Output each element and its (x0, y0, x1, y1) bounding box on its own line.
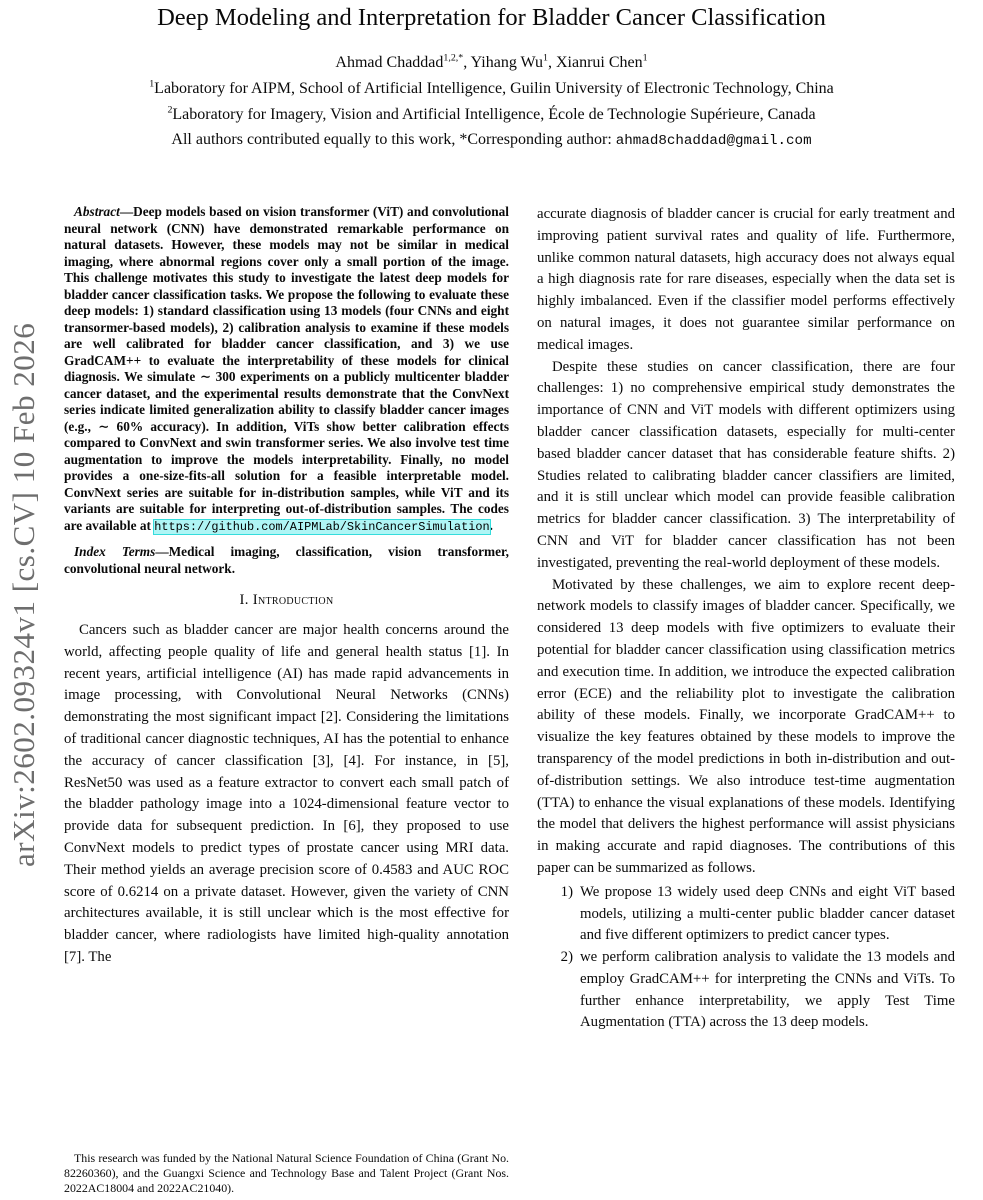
index-terms-paragraph (64, 544, 509, 577)
contribution-item-2 (551, 947, 955, 1034)
author-3 (556, 54, 648, 71)
author-line (0, 50, 983, 76)
arxiv-watermark: arXiv:2602.09324v1 [cs.CV] 10 Feb 2026 (6, 322, 41, 868)
contribution-note-text: All authors contributed equally to this work, *Corresponding author: (171, 131, 616, 148)
author-superscript: 1 (543, 52, 548, 64)
author-2 (471, 54, 556, 71)
author-name: Ahmad Chaddad (335, 54, 444, 71)
intro-paragraph-1-continued: accurate diagnosis of bladder cancer is crucial for early treatment and improving patient survival rates and quality of life. Furthermore, unlike common natural datasets, high accuracy does not always equal a high diagnosis rate for rare diseases, especially when the data set is highly imbalanced. Even if the classifier model performs effectively on natural images, it does not guarantee similar performance on medical images. (537, 206, 955, 353)
abstract-text-end: . (489, 517, 493, 533)
affiliation-text: Laboratory for AIPM, School of Artificial Intelligence, Guilin University of Electronic Technology, China (154, 80, 834, 97)
author-superscript: 1,2,* (443, 52, 464, 64)
affiliation-superscript: 1 (149, 78, 155, 90)
index-terms-label: Index Terms (74, 544, 156, 559)
funding-footnote: This research was funded by the National Natural Science Foundation of China (Grant No. 82260360), and the Guangxi Science and Technology Base and Talent Project (Grant Nos. 2022AC18004 and 2022AC21040). (64, 1151, 509, 1195)
list-item-marker: 2) (560, 949, 573, 966)
list-item-marker: 1) (560, 883, 573, 900)
abstract-label: Abstract (74, 204, 120, 219)
abstract-text: —Deep models based on vision transformer (ViT) and convolutional neural network (CNN) have demonstrated remarkable performance on natural datasets. However, these models may not be similar in medical imaging, where abnormal regions cover only a small portion of the image. This challenge motivates this study to investigate the latest deep models for bladder cancer classification tasks. We propose the following to evaluate these deep models: 1) standard classification using 13 models (four CNNs and eight transormer-based models), 2) calibration analysis to examine if these models are well calibrated for bladder cancer classification, and 3) we use GradCAM++ to evaluate the interpretability of these models for clinical diagnosis. We simulate ∼ 300 experiments on a publicly multicenter bladder cancer dataset, and the experimental results demonstrate that the ConvNext series indicate limited generalization ability to classify bladder cancer images (e.g., ∼ 60% accuracy). In addition, ViTs show better calibration effects compared to ConvNext and swin transformer series. We also involve test time augmentation to improve the models interpretability. Finally, no model provides a one-size-fits-all solution for a feasible interpretable model. ConvNext series are suitable for in-distribution samples, while ViT and its variants are suitable for interpreting out-of-distribution samples. The codes are available at (64, 204, 509, 533)
index-terms-text: —Medical imaging, classification, vision transformer, convolutional neural network. (64, 544, 509, 576)
author-separator: , (463, 54, 471, 71)
paper-title: Deep Modeling and Interpretation for Bladder Cancer Classification (157, 4, 826, 31)
contribution-note (0, 127, 983, 155)
paper-header (0, 2, 983, 155)
intro-paragraph-2: Despite these studies on cancer classification, there are four challenges: 1) no comprehensive empirical study demonstrates the importance of CNN and ViT models with different optimizers using bladder cancer classification datasets, especially for multi-center based bladder cancer dataset that has considerable feature shifts. 2) Studies related to calibrating bladder cancer classifiers are limited, and it is still unclear which model can provide feasible calibration metrics for bladder cancer classification. 3) The interpretability of CNN and ViT for bladder cancer classification has not been investigated, preventing the real-world deployment of these models. (537, 358, 955, 571)
code-repository-link[interactable]: https://github.com/AIPMLab/SkinCancerSimulation (154, 519, 490, 534)
right-column (537, 204, 955, 1034)
affiliation-superscript: 2 (167, 104, 173, 116)
corresponding-email: ahmad8chaddad@gmail.com (615, 133, 812, 149)
intro-paragraph-3: Motivated by these challenges, we aim to explore recent deep-network models to classify images of bladder cancer. Specifically, we considered 13 deep models with five optimizers to evaluate their potential for bladder cancer classification using classification metrics and execution time. In addition, we introduce the expected calibration error (ECE) and the reliability plot to investigate the calibration ability of these models. Finally, we incorporate GradCAM++ to visualize the key features obtained by these models to improve the transparency of the model predictions in both in-distribution and out-of-distribution settings. We also introduce test-time augmentation (TTA) to enhance the visual explanations of these models. Identifying the model that delivers the highest performance will assist physicians in making accurate and rapid diagnoses. The contributions of this paper can be summarized as follows. (537, 576, 955, 876)
author-1 (335, 54, 470, 71)
affiliation-text: Laboratory for Imagery, Vision and Artificial Intelligence, École de Technologie Supérieure, Canada (172, 105, 816, 123)
intro-paragraph-1: Cancers such as bladder cancer are major health concerns around the world, affecting people quality of life and general health status [1]. In recent years, artificial intelligence (AI) has made rapid advancements in image processing, with Convolutional Neural Networks (CNNs) demonstrating the most significant impact [2]. Considering the limitations of traditional cancer diagnostic techniques, AI has the potential to enhance the accuracy of cancer classification [3], [4]. For instance, in [5], ResNet50 was used as a feature extractor to convert each small patch of the bladder pathology image into a 1024-dimensional feature vector to provide data for subsequent prediction. In [6], they proposed to use ConvNext models to predict types of prostate cancer using MRI data. Their method yields an average precision score of 0.4583 and AUC ROC score of 0.6214 on a private dataset. However, given the variety of CNN architectures available, it is still unclear which is the most effective for bladder cancer, where radiologists have limited high-quality annotation [7]. The (64, 622, 509, 965)
affiliation-2 (0, 102, 983, 128)
author-name: Yihang Wu (470, 54, 544, 71)
author-name: Xianrui Chen (555, 54, 643, 71)
list-item-text: we perform calibration analysis to validate the 13 models and employ GradCAM++ for interpreting the CNNs and ViTs. To further enhance interpretability, we apply Test Time Augmentation (TTA) across the 13 deep models. (580, 949, 955, 1031)
affiliation-1 (0, 76, 983, 102)
author-superscript: 1 (642, 52, 648, 64)
left-column (64, 204, 509, 1034)
contributions-list (537, 882, 955, 1035)
author-separator: , (547, 54, 556, 71)
list-item-text: We propose 13 widely used deep CNNs and eight ViT based models, utilizing a multi-center public bladder cancer dataset and five different optimizers to predict cancer types. (580, 883, 955, 944)
abstract-paragraph (64, 204, 509, 535)
contribution-item-1 (551, 882, 955, 947)
section-heading-introduction: I. Introduction (239, 592, 334, 608)
two-column-body (64, 204, 955, 1034)
